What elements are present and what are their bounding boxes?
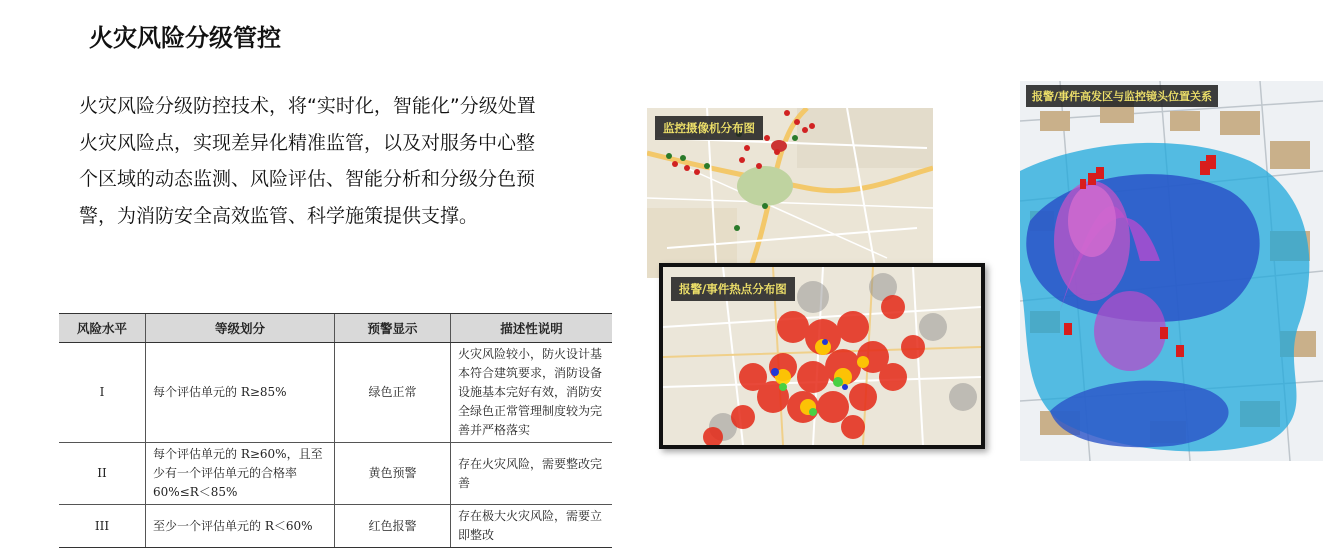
page-title: 火灾风险分级管控 — [89, 24, 281, 52]
header-risk-level: 风险水平 — [59, 314, 146, 343]
header-grade: 等级划分 — [146, 314, 335, 343]
risk-level-table — [59, 313, 612, 548]
row-warning: 红色报警 — [335, 505, 451, 548]
header-description: 描述性说明 — [451, 314, 613, 343]
camera-distribution-map — [647, 108, 933, 278]
row-grade: 每个评估单元的 R≥60%，且至少有一个评估单元的合格率 60%≤R＜85% — [146, 443, 335, 505]
table-row — [59, 343, 612, 443]
description-paragraph: 火灾风险分级防控技术，将“实时化，智能化”分级处置火灾风险点，实现差异化精准监管，以及对服务中心整个区域的动态监测、风险评估、智能分析和分级分色预警，为消防安全高效监管、科学施策提供支撑。 — [79, 95, 536, 227]
row-level: II — [59, 443, 146, 505]
incident-camera-relation-map — [1020, 81, 1323, 461]
hotspot-map-caption: 报警/事件热点分布图 — [671, 277, 795, 301]
row-level: III — [59, 505, 146, 548]
row-description: 存在火灾风险，需要整改完善 — [451, 443, 613, 505]
row-description: 存在极大火灾风险，需要立即整改 — [451, 505, 613, 548]
table-row — [59, 443, 612, 505]
row-warning: 绿色正常 — [335, 343, 451, 443]
hotspot-heat-map — [659, 263, 985, 449]
camera-map-caption: 监控摄像机分布图 — [655, 116, 763, 140]
row-warning: 黄色预警 — [335, 443, 451, 505]
relation-map-caption: 报警/事件高发区与监控镜头位置关系 — [1026, 85, 1218, 107]
row-level: I — [59, 343, 146, 443]
row-grade: 至少一个评估单元的 R＜60% — [146, 505, 335, 548]
header-warning: 预警显示 — [335, 314, 451, 343]
table-header-row — [59, 314, 612, 343]
row-description: 火灾风险较小，防火设计基本符合建筑要求，消防设备设施基本完好有效，消防安全绿色正常管理制度较为完善并严格落实 — [451, 343, 613, 443]
table-row — [59, 505, 612, 548]
row-grade: 每个评估单元的 R≥85% — [146, 343, 335, 443]
